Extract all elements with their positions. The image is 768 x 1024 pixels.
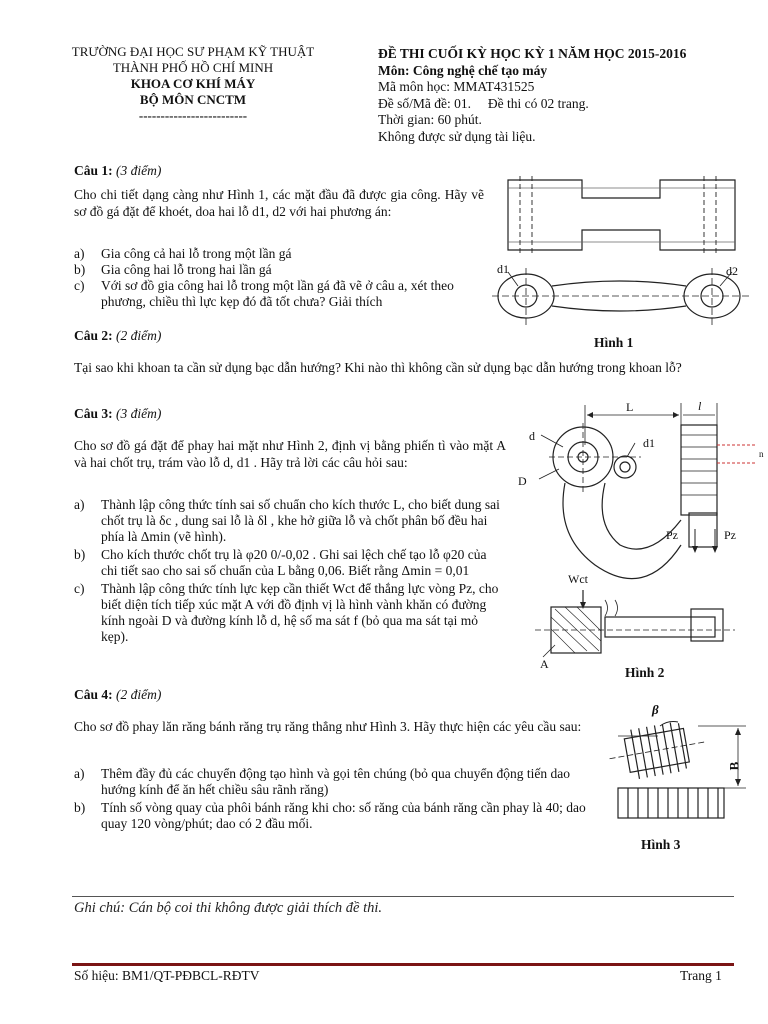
q3-item-label: c) [74,581,85,596]
fig2-label-d: d [529,429,535,443]
q4-points: (2 điểm) [116,687,162,702]
exam-title: ĐỀ THI CUỐI KỲ HỌC KỲ 1 NĂM HỌC 2015-2016 [378,46,687,61]
figure-2-caption: Hình 2 [625,665,665,680]
fig2-label-d1: d1 [643,436,655,450]
q1-item-text: Gia công cả hai lỗ trong một lần gá [101,246,292,261]
q4-item-label: a) [74,766,85,781]
q1-item [74,278,484,310]
q1-label: Câu 1: [74,163,113,178]
department-name: BỘ MÔN CNCTM [139,92,247,107]
q4-heading [74,687,161,703]
figure-1-drawing [490,168,760,333]
q2-points: (2 điểm) [116,328,162,343]
q3-item-text: Thành lập công thức tính lực kẹp cần thiết Wct để thắng lực vòng Pz, cho biết diện tích tiếp xúc mặt A với đồ định vị là hình vành khăn có đường kính ngoài D và đường kính lỗ d, hệ số ma sát f (bỏ qua ma sát tại mỏ kẹp). [101,581,499,644]
q3-item [74,547,506,579]
page-number: Trang 1 [680,968,722,983]
exam-info [378,46,758,145]
header-separator: ------------------------- [138,108,248,123]
q3-label: Câu 3: [74,406,113,421]
exam-code: Đề số/Mã đề: 01. Đề thi có 02 trang. [378,95,589,111]
q1-heading [74,163,161,179]
q1-text: Cho chi tiết dạng càng như Hình 1, các mặt đầu đã được gia công. Hãy vẽ sơ đồ gá đặt để khoét, doa hai lỗ d1, d2 với hai phương án: [74,187,484,219]
q3-item [74,497,506,545]
fig2-label-n: n [759,449,764,459]
q4-text: Cho sơ đồ phay lăn răng bánh răng trụ răng thẳng như Hình 3. Hãy thực hiện các yêu cầu sau: [74,719,582,734]
q3-text: Cho sơ đồ gá đặt để phay hai mặt như Hình 2, định vị bằng phiến tì vào mặt A và hai chốt trụ, trám vào lỗ d, d1 . Hãy trả lời các câu hỏi sau: [74,438,506,470]
q1-item-text: Với sơ đồ gia công hai lỗ trong một lần gá đã vẽ ở câu a, xét theo phương, chiều thì lực kẹp đó đã tốt chưa? Giải thích [101,278,454,309]
exam-rule: Không được sử dụng tài liệu. [378,128,536,144]
figure-1-caption: Hình 1 [594,335,634,350]
proctor-note: Ghi chú: Cán bộ coi thi không được giải thích đề thi. [74,900,383,916]
fig2-label-Pz-right: Pz [724,528,736,542]
q3-heading [74,406,161,422]
note-divider [72,896,734,897]
q1-item-text: Gia công hai lỗ trong hai lần gá [101,262,272,277]
q1-item-label: a) [74,246,85,261]
exam-duration: Thời gian: 60 phút. [378,112,482,127]
fig3-label-beta: β [652,702,659,717]
q2-heading [74,328,161,344]
q1-item-label: b) [74,262,86,277]
q1-item [74,262,484,278]
school-header [48,44,338,124]
q4-items [74,766,586,832]
fig2-label-A: A [540,657,549,671]
fig3-label-B: B [726,761,742,771]
faculty-name: KHOA CƠ KHÍ MÁY [130,76,256,91]
q2-label: Câu 2: [74,328,113,343]
footer-divider [72,963,734,966]
q3-item-text: Thành lập công thức tính sai số chuẩn cho kích thước L, cho biết dung sai chốt trụ là δc , dung sai lỗ là δl , khe hở giữa lỗ và chốt phân bố đều hai phía là Δmin (vẽ hình). [101,497,500,544]
q3-item-label: b) [74,547,86,562]
q4-item-text: Thêm đầy đủ các chuyển động tạo hình và gọi tên chúng (bỏ qua chuyển động tiến dao hướng kính để ăn hết chiều sâu rãnh răng) [101,766,570,797]
q3-item-label: a) [74,497,85,512]
q1-item-label: c) [74,278,85,293]
course-code: Mã môn học: MMAT431525 [378,79,535,94]
q4-item [74,800,586,832]
fig1-label-d2: d2 [726,264,738,278]
q3-points: (3 điểm) [116,406,162,421]
q4-label: Câu 4: [74,687,113,702]
fig2-label-L: L [626,400,634,414]
subject-name: Môn: Công nghệ chế tạo máy [378,62,548,78]
q3-item [74,581,506,645]
fig1-label-d1: d1 [497,262,509,276]
university-name-line1: TRƯỜNG ĐẠI HỌC SƯ PHẠM KỸ THUẬT [71,44,315,59]
fig2-label-l: l [698,399,702,413]
q1-points: (3 điểm) [116,163,162,178]
fig2-label-Pz-left: Pz [666,528,678,542]
q4-item-label: b) [74,800,86,815]
q3-item-text: Cho kích thước chốt trụ là φ20 0/-0,02 . Ghi sai lệch chế tạo lỗ φ20 của chi tiết sao cho sai số chuẩn của L bằng 0,06. Biết rằng Δmin = 0,01 [101,547,487,578]
figure-3-caption: Hình 3 [641,837,681,852]
q1-items [74,246,484,310]
q4-item-text: Tính số vòng quay của phôi bánh răng khi cho: số răng của bánh răng cần phay là 40; dao quay 120 vòng/phút; dao có 2 đầu mối. [101,800,586,831]
q2-text: Tại sao khi khoan ta cần sử dụng bạc dẫn hướng? Khi nào thì không cần sử dụng bạc dẫn hướng trong khoan lỗ? [74,360,682,375]
q1-item [74,246,484,262]
document-code: Số hiệu: BM1/QT-PĐBCL-RĐTV [74,968,260,983]
q4-item [74,766,586,798]
university-name-line2: THÀNH PHỐ HỒ CHÍ MINH [112,60,274,75]
fig2-label-Wct: Wct [568,572,588,586]
q3-items [74,497,506,645]
fig2-label-D: D [518,474,527,488]
